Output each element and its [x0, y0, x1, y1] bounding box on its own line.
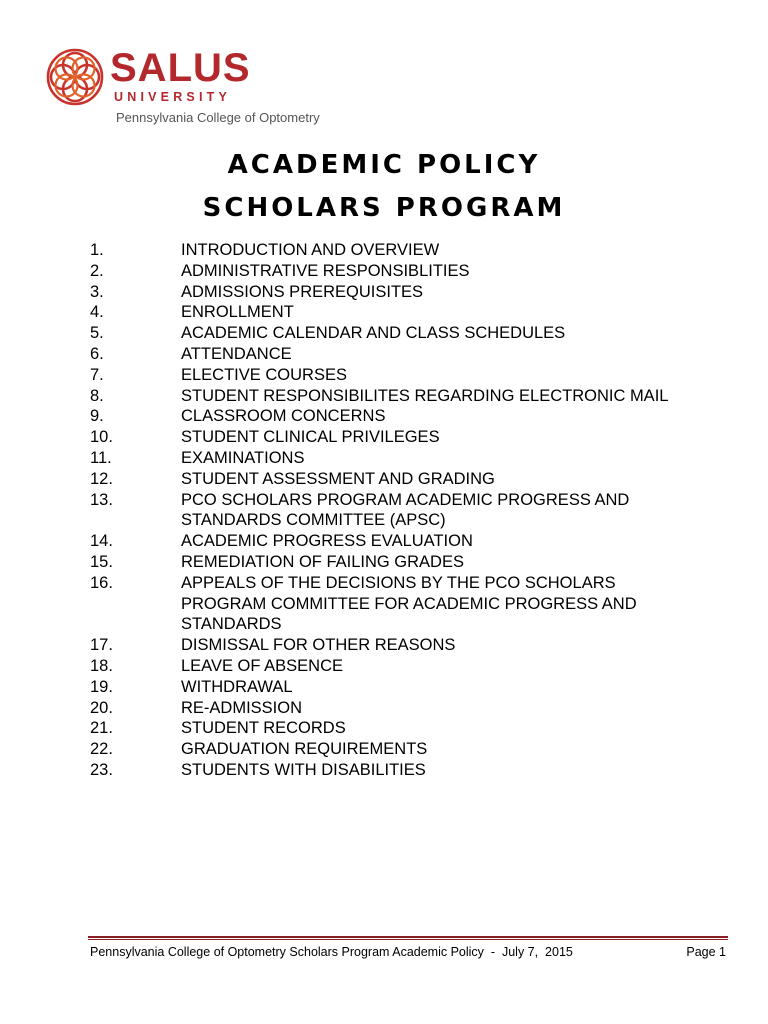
toc-item [90, 490, 690, 532]
salus-university-logo [44, 46, 344, 130]
table-of-contents [90, 240, 690, 781]
toc-item-title: ATTENDANCE [181, 344, 292, 363]
toc-item [90, 531, 690, 552]
toc-item-title: STUDENTS WITH DISABILITIES [181, 760, 426, 779]
toc-item-number: 7. [90, 365, 104, 384]
page-number: Page 1 [686, 945, 726, 959]
toc-item [90, 469, 690, 490]
toc-item [90, 448, 690, 469]
toc-item [90, 552, 690, 573]
toc-item [90, 677, 690, 698]
toc-item-title: CLASSROOM CONCERNS [181, 407, 386, 426]
toc-item-number: 10. [90, 428, 113, 447]
toc-item-title: ENROLLMENT [181, 303, 294, 322]
toc-item-number: 21. [90, 719, 113, 738]
toc-item [90, 739, 690, 760]
footer-divider-thin [88, 939, 728, 940]
toc-item-number: 8. [90, 386, 104, 405]
toc-item-title: LEAVE OF ABSENCE [181, 656, 344, 675]
footer-divider [88, 936, 728, 938]
toc-item [90, 282, 690, 303]
toc-item-title: GRADUATION REQUIREMENTS [181, 740, 428, 759]
toc-item [90, 365, 690, 386]
toc-item [90, 698, 690, 719]
toc-item [90, 573, 690, 635]
logo-subtitle: UNIVERSITY [114, 90, 232, 104]
logo-name: SALUS [110, 46, 251, 90]
toc-item-number: 18. [90, 656, 113, 675]
toc-item-number: 12. [90, 469, 113, 488]
toc-item-number: 11. [90, 448, 112, 467]
toc-item-title: ACADEMIC PROGRESS EVALUATION [181, 532, 473, 551]
toc-item-number: 20. [90, 698, 113, 717]
toc-item [90, 323, 690, 344]
toc-item [90, 760, 690, 781]
footer-text: Pennsylvania College of Optometry Scholars Program Academic Policy - July 7, 2015 [90, 945, 573, 959]
toc-item-title: STUDENT ASSESSMENT AND GRADING [181, 469, 495, 488]
toc-item-title: WITHDRAWAL [181, 677, 293, 696]
toc-item [90, 718, 690, 739]
toc-item-title: STUDENT RECORDS [181, 719, 346, 738]
toc-item [90, 386, 690, 407]
toc-item-title: DISMISSAL FOR OTHER REASONS [181, 636, 456, 655]
toc-item-number: 23. [90, 760, 113, 779]
toc-item-title: ADMISSIONS PREREQUISITES [181, 282, 424, 301]
toc-item-number: 5. [90, 324, 104, 343]
toc-item-number: 4. [90, 303, 104, 322]
toc-item [90, 344, 690, 365]
logo-college: Pennsylvania College of Optometry [116, 110, 320, 125]
toc-item-title: PCO SCHOLARS PROGRAM ACADEMIC PROGRESS AND STANDARDS COMMITTEE (APSC) [181, 490, 630, 530]
toc-item-number: 15. [90, 552, 113, 571]
toc-item-number: 9. [90, 407, 104, 426]
toc-item [90, 656, 690, 677]
toc-item-title: ADMINISTRATIVE RESPONSIBLITIES [181, 261, 470, 280]
salus-logo-mark-icon [44, 46, 106, 108]
toc-item-number: 2. [90, 261, 104, 280]
toc-item [90, 302, 690, 323]
toc-item [90, 427, 690, 448]
toc-item-title: EXAMINATIONS [181, 448, 305, 467]
toc-item-number: 13. [90, 490, 113, 509]
toc-item-title: STUDENT RESPONSIBILITES REGARDING ELECTRONIC MAIL [181, 386, 669, 405]
toc-item-title: ACADEMIC CALENDAR AND CLASS SCHEDULES [181, 324, 566, 343]
toc-item-title: REMEDIATION OF FAILING GRADES [181, 552, 464, 571]
document-title-line-2: SCHOLARS PROGRAM [202, 193, 566, 223]
toc-item-title: STUDENT CLINICAL PRIVILEGES [181, 428, 440, 447]
toc-item-title: INTRODUCTION AND OVERVIEW [181, 241, 440, 259]
toc-item-number: 3. [90, 282, 104, 301]
toc-item-number: 19. [90, 677, 113, 696]
toc-item [90, 635, 690, 656]
toc-item-number: 6. [90, 344, 104, 363]
toc-item [90, 261, 690, 282]
toc-item-title: RE-ADMISSION [181, 698, 303, 717]
toc-item-number: 17. [90, 636, 113, 655]
document-title-line-1: ACADEMIC POLICY [227, 150, 541, 180]
toc-item-number: 14. [90, 532, 113, 551]
toc-item-title: APPEALS OF THE DECISIONS BY THE PCO SCHOLARS PROGRAM COMMITTEE FOR ACADEMIC PROGRESS AND STANDARDS [181, 573, 637, 634]
toc-item-title: ELECTIVE COURSES [181, 365, 347, 384]
toc-item-number: 22. [90, 740, 113, 759]
toc-item-number: 16. [90, 573, 113, 592]
toc-item [90, 240, 690, 261]
toc-item-number: 1. [90, 241, 104, 259]
toc-item [90, 406, 690, 427]
